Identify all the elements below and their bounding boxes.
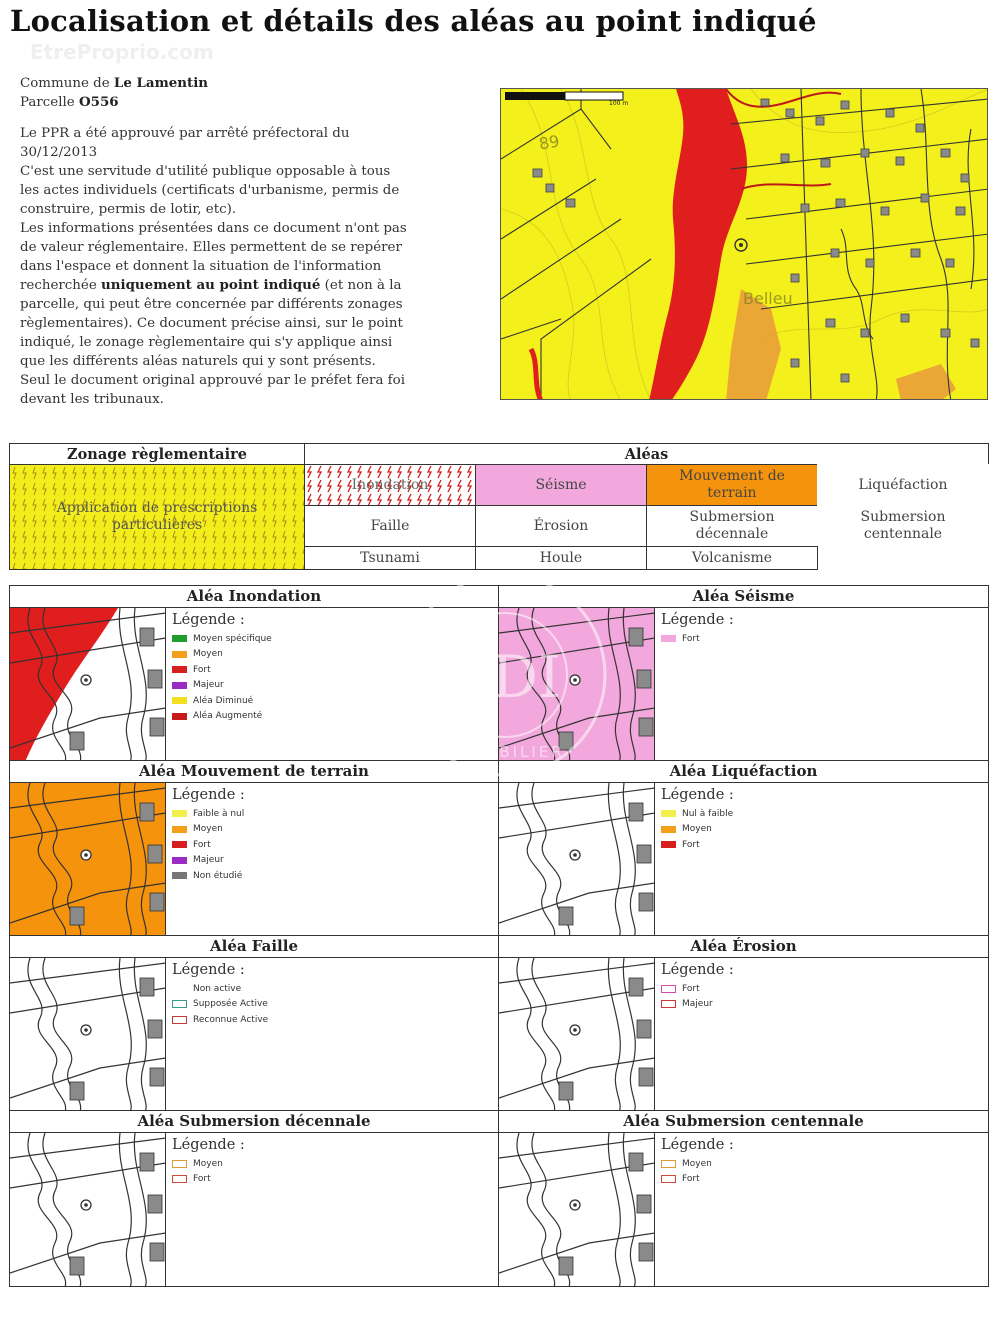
panel-title: Aléa Érosion xyxy=(499,936,988,958)
para-line: dans l'espace et donnent la situation de l'information xyxy=(20,259,382,274)
panel-title: Aléa Liquéfaction xyxy=(499,761,988,783)
legend-item xyxy=(172,868,245,884)
legend-label: Aléa Diminué xyxy=(193,695,254,706)
legend-swatch xyxy=(661,841,676,848)
legend xyxy=(172,612,272,724)
zonage-cell xyxy=(9,464,305,570)
legend-label: Non active xyxy=(193,983,242,994)
legend-swatch xyxy=(172,826,187,833)
zonage-value: Application de prescriptions particulières xyxy=(56,500,258,533)
panel-map-graphic xyxy=(499,1133,655,1286)
watermark-ring-bottom: IMMOBILIER xyxy=(445,743,565,761)
legend-item xyxy=(661,822,734,838)
parcelle-value: O556 xyxy=(78,94,119,110)
para-line: C'est une servitude d'utilité publique opposable à tous xyxy=(20,164,391,179)
legend-item xyxy=(661,1172,734,1188)
alea-cell-mouvement xyxy=(646,464,818,506)
legend-item xyxy=(661,837,734,853)
place-label: Belleu xyxy=(743,289,793,308)
alea-label: Faille xyxy=(370,517,410,534)
legend-swatch xyxy=(661,1175,676,1183)
contour-label: 89 xyxy=(537,131,561,154)
alea-cell-tsunami xyxy=(304,546,476,570)
panel-map xyxy=(10,608,166,761)
aleas-header: Aléas xyxy=(304,443,989,465)
legend-swatch xyxy=(172,872,187,879)
alea-label: Séisme xyxy=(535,476,587,493)
legend-item xyxy=(172,693,272,709)
legend-label: Fort xyxy=(193,1174,211,1185)
alea-cell-faille xyxy=(304,505,476,547)
parcelle-line xyxy=(20,93,484,112)
para-line: Les informations présentées dans ce document n'ont pas xyxy=(20,221,407,236)
legend-label: Majeur xyxy=(193,855,224,866)
panel-map xyxy=(499,958,655,1111)
legend-item xyxy=(172,806,245,822)
legend xyxy=(661,787,734,853)
legend-label: Fort xyxy=(682,633,700,644)
intro-text xyxy=(20,74,484,409)
legend-label: Majeur xyxy=(682,999,713,1010)
hazard-panel xyxy=(498,935,989,1112)
legend-item xyxy=(172,1012,268,1028)
legend-swatch xyxy=(172,635,187,642)
legend-item xyxy=(172,1172,245,1188)
legend-swatch xyxy=(172,1000,187,1008)
alea-label: Volcanisme xyxy=(691,549,773,566)
legend xyxy=(172,1137,245,1187)
panel-map-graphic xyxy=(499,608,655,761)
watermark-ring-top: AGENCE LOTISSE xyxy=(419,589,591,607)
legend-label: Faible à nul xyxy=(193,808,245,819)
alea-cell-houle xyxy=(475,546,647,570)
legend-label: Fort xyxy=(193,839,211,850)
legend-swatch xyxy=(661,1000,676,1008)
legend xyxy=(661,1137,734,1187)
legend-label: Non étudié xyxy=(193,870,243,881)
hazard-panel xyxy=(9,935,499,1112)
legend-item xyxy=(661,1156,734,1172)
panel-map xyxy=(10,783,166,936)
legend-swatch xyxy=(661,1160,676,1168)
legend-item xyxy=(172,662,272,678)
legend-item xyxy=(172,997,268,1013)
legend-swatch xyxy=(661,826,676,833)
para-line: parcelle, qui peut être concernée par différents zonages xyxy=(20,297,403,312)
legend-label: Moyen xyxy=(193,824,223,835)
commune-label: Commune de xyxy=(20,76,110,91)
zonage-header: Zonage règlementaire xyxy=(9,443,305,465)
legend-swatch xyxy=(172,985,187,992)
legend-swatch xyxy=(172,1160,187,1168)
alea-label: Submersion décennale xyxy=(689,509,775,542)
legend-swatch xyxy=(661,810,676,817)
legend-item xyxy=(172,1156,245,1172)
alea-cell-seisme xyxy=(475,464,647,506)
legend-item xyxy=(172,647,272,663)
hazard-panel xyxy=(498,760,989,937)
commune-value: Le Lamentin xyxy=(113,75,209,91)
legend-label: Nul à faible xyxy=(682,808,734,819)
hazard-panel xyxy=(498,585,989,762)
alea-cell-liquefaction xyxy=(817,464,989,506)
parcelle-label: Parcelle xyxy=(20,95,75,110)
panel-map-graphic xyxy=(499,783,655,936)
legend-item xyxy=(172,822,245,838)
header-watermark: EtreProprio.com xyxy=(30,40,214,64)
legend-swatch xyxy=(661,985,676,993)
legend-swatch xyxy=(172,841,187,848)
legend-item xyxy=(172,837,245,853)
panel-title: Aléa Mouvement de terrain xyxy=(10,761,498,783)
alea-cell-submersion-centennale xyxy=(817,505,989,547)
legend-swatch xyxy=(172,1016,187,1024)
page-title: Localisation et détails des aléas au point indiqué xyxy=(10,4,817,38)
legend-label: Fort xyxy=(682,839,700,850)
legend-label: Moyen xyxy=(682,824,712,835)
alea-label: Submersion centennale xyxy=(860,509,946,542)
panel-map xyxy=(499,1133,655,1286)
panel-map-graphic xyxy=(10,1133,166,1286)
panel-map xyxy=(10,1133,166,1286)
legend-label: Reconnue Active xyxy=(193,1014,269,1025)
panel-map xyxy=(499,608,655,761)
panel-map-graphic xyxy=(10,608,166,761)
legend xyxy=(661,612,734,647)
alea-cell-volcanisme xyxy=(646,546,818,570)
alea-label: Mouvement de terrain xyxy=(679,468,785,501)
legend-swatch xyxy=(172,651,187,658)
location-map xyxy=(500,88,988,400)
para-line: indiqué, le zonage règlementaire qui s'y applique ainsi xyxy=(20,335,393,350)
alea-cell-inondation xyxy=(304,464,476,506)
legend-label: Aléa Augmenté xyxy=(193,711,263,722)
alea-label: Érosion xyxy=(533,517,589,534)
legend xyxy=(661,962,734,1012)
panel-title: Aléa Faille xyxy=(10,936,498,958)
para-line: Le PPR a été approuvé par arrêté préfectoral du xyxy=(20,126,350,141)
legend-label: Moyen xyxy=(682,1158,712,1169)
legend-label: Moyen xyxy=(193,1158,223,1169)
hazard-panel xyxy=(9,1110,499,1287)
emphasis-point: uniquement au point indiqué xyxy=(101,277,321,293)
alea-cell-erosion xyxy=(475,505,647,547)
panel-map-graphic xyxy=(10,958,166,1111)
panel-map-graphic xyxy=(499,958,655,1111)
hazard-panel xyxy=(9,760,499,937)
legend-label: Fort xyxy=(682,1174,700,1185)
legend-item xyxy=(661,806,734,822)
scale-label: 100 m xyxy=(609,100,629,107)
legend-item xyxy=(661,981,734,997)
legend-swatch xyxy=(172,682,187,689)
alea-label: Tsunami xyxy=(360,549,420,566)
legend-swatch xyxy=(172,1175,187,1183)
para-line: règlementaires). Ce document précise ainsi, sur le point xyxy=(20,316,403,331)
legend-item xyxy=(172,631,272,647)
legend-swatch xyxy=(661,635,676,642)
para-line: devant les tribunaux. xyxy=(20,392,164,407)
synthesis-table xyxy=(9,443,989,570)
commune-line xyxy=(20,74,484,93)
legend-item xyxy=(172,981,268,997)
para-line: recherchée uniquement au point indiqué (et non à la xyxy=(20,277,402,293)
legend xyxy=(172,787,245,884)
legend-swatch xyxy=(172,713,187,720)
alea-label: Houle xyxy=(539,549,583,566)
legend-swatch xyxy=(172,666,187,673)
legend xyxy=(172,962,268,1028)
legend-item xyxy=(172,709,272,725)
panel-title: Aléa Séisme xyxy=(499,586,988,608)
watermark-initials: EDI xyxy=(449,643,561,711)
legend-label: Fort xyxy=(682,983,700,994)
panel-title: Aléa Inondation xyxy=(10,586,498,608)
legend-title: Légende : xyxy=(661,962,734,978)
legend-label: Supposée Active xyxy=(193,999,268,1010)
panel-map xyxy=(10,958,166,1111)
legend-item xyxy=(661,997,734,1013)
hazard-panel xyxy=(9,585,499,762)
legend-label: Moyen spécifique xyxy=(193,633,272,644)
legend-swatch xyxy=(172,810,187,817)
legend-label: Fort xyxy=(193,664,211,675)
legend-swatch xyxy=(172,697,187,704)
legend-title: Légende : xyxy=(661,787,734,803)
legend-title: Légende : xyxy=(661,1137,734,1153)
alea-label: Inondation xyxy=(351,476,429,493)
para-line: de valeur réglementaire. Elles permettent de se repérer xyxy=(20,240,402,255)
intro-paragraph xyxy=(20,124,484,409)
panel-title: Aléa Submersion centennale xyxy=(499,1111,988,1133)
panel-map-graphic xyxy=(10,783,166,936)
alea-cell-submersion-decennale xyxy=(646,505,818,547)
legend-item xyxy=(172,678,272,694)
hazard-panel xyxy=(498,1110,989,1287)
legend-swatch xyxy=(172,857,187,864)
legend-title: Légende : xyxy=(172,1137,245,1153)
para-line: les actes individuels (certificats d'urbanisme, permis de xyxy=(20,183,400,198)
legend-title: Légende : xyxy=(172,962,245,978)
legend-label: Majeur xyxy=(193,680,224,691)
panel-title: Aléa Submersion décennale xyxy=(10,1111,498,1133)
alea-label: Liquéfaction xyxy=(858,476,948,493)
legend-label: Moyen xyxy=(193,649,223,660)
legend-title: Légende : xyxy=(172,612,245,628)
para-line: que les différents aléas naturels qui y sont présents. xyxy=(20,354,376,369)
para-line: Seul le document original approuvé par le préfet fera foi xyxy=(20,373,405,388)
legend-item xyxy=(661,631,734,647)
panel-map xyxy=(499,783,655,936)
para-line: construire, permis de lotir, etc). xyxy=(20,202,237,217)
legend-title: Légende : xyxy=(661,612,734,628)
location-map-graphic xyxy=(501,89,988,400)
legend-title: Légende : xyxy=(172,787,245,803)
legend-item xyxy=(172,853,245,869)
para-line: 30/12/2013 xyxy=(20,145,98,160)
